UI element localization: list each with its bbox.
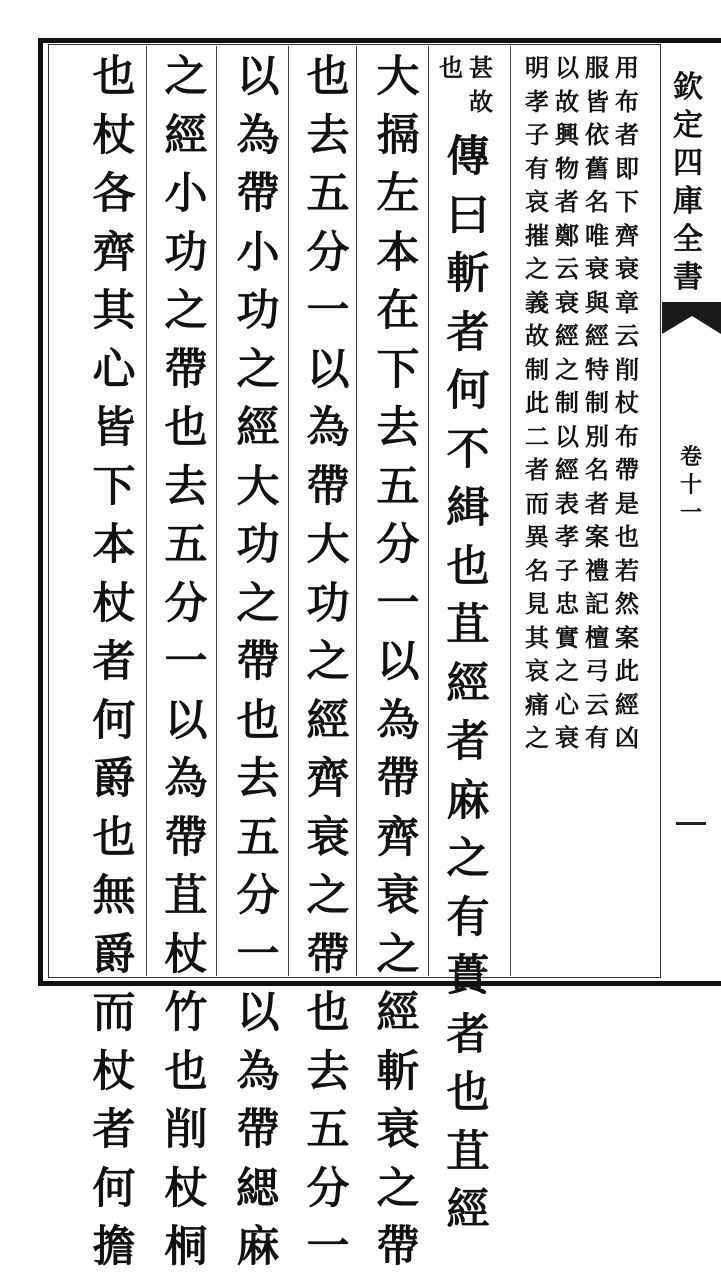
main-char: 帶 [164, 344, 208, 395]
main-char: 其 [92, 286, 136, 336]
annotation-char: 凶 [615, 723, 639, 752]
main-char: 為 [236, 1046, 280, 1097]
main-char: 也 [164, 403, 208, 453]
annotation-column [522, 53, 552, 760]
main-char: 功 [236, 520, 280, 570]
main-char: 帶 [164, 812, 208, 863]
main-char: 者 [446, 717, 490, 767]
main-char: 下 [92, 461, 136, 512]
main-char: 何 [92, 1163, 136, 1214]
main-char: 本 [92, 520, 136, 570]
main-char: 以 [376, 637, 420, 687]
main-char: 一 [306, 286, 350, 336]
main-char: 功 [306, 578, 350, 629]
main-char: 斬 [446, 249, 490, 299]
main-char: 緦 [236, 1163, 280, 1214]
volume-char: 一 [679, 500, 702, 526]
main-char: 各 [92, 169, 136, 219]
main-text-column [230, 52, 286, 1285]
annotation-char: 有 [585, 723, 609, 752]
main-char: 小 [236, 227, 280, 278]
main-char: 斬 [376, 1046, 420, 1097]
annotation-char: 云 [555, 254, 579, 283]
main-char: 也 [92, 52, 136, 102]
annotation-column [552, 53, 582, 760]
annotation-char: 者 [585, 488, 609, 518]
annotation-char: 名 [585, 187, 609, 216]
main-char: 經 [446, 1185, 490, 1235]
main-char: 經 [236, 403, 280, 453]
main-char: 分 [376, 520, 420, 570]
annotation-char: 表 [555, 488, 579, 518]
main-char: 經 [446, 658, 490, 709]
annotation-char: 哀 [525, 187, 549, 216]
main-char: 不 [446, 424, 490, 475]
main-char: 杖 [164, 929, 208, 980]
annotation-char: 以 [555, 53, 579, 82]
main-char: 有 [446, 892, 490, 943]
annotation-char: 然 [615, 589, 639, 618]
main-char: 無 [92, 871, 136, 921]
annotation-char: 布 [615, 421, 639, 451]
main-char: 五 [306, 1105, 350, 1155]
main-char: 杖 [92, 110, 136, 161]
main-char: 五 [164, 520, 208, 570]
title-char: 四 [673, 146, 703, 181]
main-char: 以 [306, 344, 350, 395]
main-char: 帶 [376, 1222, 420, 1272]
main-char: 以 [236, 52, 280, 102]
annotation-char: 以 [555, 421, 579, 451]
annotation-char: 經 [555, 321, 579, 350]
annotation-char: 衰 [555, 723, 579, 752]
main-char: 何 [446, 366, 490, 416]
title-char: 庫 [673, 184, 703, 219]
main-char: 擔 [92, 1222, 136, 1272]
main-char: 也 [92, 812, 136, 863]
main-char: 之 [164, 52, 208, 102]
annotation-char: 者 [615, 120, 639, 149]
fishtail-mark [662, 302, 721, 334]
main-char: 也 [306, 52, 350, 102]
main-char: 苴 [164, 871, 208, 921]
main-char: 五 [306, 169, 350, 219]
main-char: 杖 [92, 1046, 136, 1097]
main-char: 帶 [236, 169, 280, 219]
volume-label [678, 440, 704, 524]
annotation-char: 衰 [585, 254, 609, 283]
main-char: 以 [164, 695, 208, 746]
main-char: 蕢 [446, 951, 490, 1001]
annotation-char: 摧 [525, 220, 549, 250]
main-text-column [440, 132, 496, 1248]
main-char: 苴 [446, 600, 490, 650]
annotation-char: 齊 [615, 220, 639, 250]
title-char: 全 [673, 222, 703, 257]
annotation-char: 皆 [585, 86, 609, 116]
main-char: 去 [236, 754, 280, 804]
main-char: 本 [376, 227, 420, 278]
main-char: 桐 [164, 1222, 208, 1272]
annotation-char: 服 [585, 53, 609, 82]
annotation-column [436, 53, 466, 90]
main-char: 者 [446, 307, 490, 358]
main-char: 經 [164, 110, 208, 161]
main-char: 之 [164, 286, 208, 336]
main-char: 功 [164, 227, 208, 278]
annotation-char: 依 [585, 120, 609, 149]
annotation-char: 者 [525, 455, 549, 484]
title-char: 欽 [673, 70, 703, 105]
main-char: 也 [446, 1068, 490, 1118]
main-char: 分 [164, 578, 208, 629]
annotation-char: 其 [525, 622, 549, 652]
annotation-char: 記 [585, 589, 609, 618]
annotation-char: 也 [615, 522, 639, 551]
annotation-char: 經 [585, 321, 609, 350]
annotation-char: 子 [525, 120, 549, 149]
main-char: 帶 [306, 461, 350, 512]
main-char: 一 [236, 929, 280, 980]
annotation-char: 之 [555, 354, 579, 384]
main-char: 去 [306, 110, 350, 161]
main-char: 緝 [446, 483, 490, 533]
annotation-char: 云 [585, 689, 609, 719]
main-char: 齊 [306, 754, 350, 804]
annotation-char: 鄭 [555, 220, 579, 250]
annotation-char: 唯 [585, 220, 609, 250]
annotation-char: 心 [555, 689, 579, 719]
main-char: 下 [376, 344, 420, 395]
annotation-char: 舊 [585, 153, 609, 183]
main-char: 經 [306, 695, 350, 746]
annotation-char: 物 [555, 153, 579, 183]
annotation-char: 若 [615, 555, 639, 585]
main-char: 麻 [236, 1222, 280, 1272]
main-char: 也 [306, 988, 350, 1038]
annotation-char: 章 [615, 287, 639, 317]
annotation-char: 即 [615, 153, 639, 183]
annotation-char: 甚 [469, 53, 493, 82]
annotation-char: 也 [439, 53, 463, 82]
annotation-char: 削 [615, 354, 639, 384]
main-char: 去 [164, 461, 208, 512]
annotation-char: 明 [525, 53, 549, 82]
annotation-char: 與 [585, 287, 609, 317]
main-char: 在 [376, 286, 420, 336]
main-char: 五 [236, 812, 280, 863]
main-char: 大 [376, 52, 420, 102]
main-char: 之 [306, 637, 350, 687]
main-char: 功 [236, 286, 280, 336]
annotation-char: 名 [585, 455, 609, 484]
main-char: 竹 [164, 988, 208, 1038]
main-char: 一 [164, 637, 208, 687]
annotation-char: 孝 [555, 522, 579, 551]
annotation-char: 實 [555, 622, 579, 652]
main-char: 帶 [236, 637, 280, 687]
annotation-char: 故 [525, 321, 549, 350]
main-char: 為 [376, 695, 420, 746]
annotation-char: 經 [615, 689, 639, 719]
main-char: 齊 [92, 227, 136, 278]
annotation-char: 此 [525, 388, 549, 417]
annotation-char: 興 [555, 120, 579, 149]
annotation-char: 案 [615, 622, 639, 652]
volume-char: 十 [679, 472, 702, 498]
main-char: 而 [92, 988, 136, 1038]
annotation-char: 忠 [555, 589, 579, 618]
main-char: 削 [164, 1105, 208, 1155]
annotation-char: 弓 [585, 656, 609, 685]
main-char: 之 [376, 1163, 420, 1214]
main-char: 之 [236, 344, 280, 395]
annotation-char: 見 [525, 589, 549, 618]
annotation-column [612, 53, 642, 760]
main-char: 分 [306, 1163, 350, 1214]
annotation-char: 下 [615, 187, 639, 216]
main-char: 衰 [306, 812, 350, 863]
main-char: 之 [306, 871, 350, 921]
main-text-column [86, 52, 142, 1285]
main-char: 為 [306, 403, 350, 453]
annotation-char: 之 [525, 254, 549, 283]
main-text-column [158, 52, 214, 1285]
annotation-char: 哀 [525, 656, 549, 685]
main-char: 經 [376, 988, 420, 1038]
annotation-char: 衰 [555, 287, 579, 317]
main-char: 左 [376, 169, 420, 219]
annotation-char: 杖 [615, 388, 639, 417]
column-rule [146, 46, 147, 976]
annotation-char: 特 [585, 354, 609, 384]
annotation-char: 制 [585, 388, 609, 417]
column-rule [216, 46, 217, 976]
main-char: 者 [446, 1009, 490, 1060]
annotation-char: 此 [615, 656, 639, 685]
main-char: 帶 [236, 1105, 280, 1155]
main-char: 之 [446, 834, 490, 884]
main-char: 者 [92, 1105, 136, 1155]
main-char: 苴 [446, 1126, 490, 1177]
annotation-char: 名 [525, 555, 549, 585]
annotation-char: 異 [525, 522, 549, 551]
volume-char: 卷 [679, 444, 702, 470]
annotation-char: 制 [525, 354, 549, 384]
title-char: 定 [673, 108, 703, 143]
main-char: 也 [236, 695, 280, 746]
annotation-char: 者 [555, 187, 579, 216]
annotation-char: 云 [615, 321, 639, 350]
main-char: 爵 [92, 929, 136, 980]
main-char: 去 [376, 403, 420, 453]
annotation-char: 帶 [615, 455, 639, 484]
main-char: 一 [306, 1222, 350, 1272]
main-char: 為 [236, 110, 280, 161]
main-text-column [300, 52, 356, 1285]
main-char: 小 [164, 169, 208, 219]
annotation-char: 故 [469, 86, 493, 116]
main-char: 衰 [376, 1105, 420, 1155]
annotation-column [466, 53, 496, 123]
main-char: 衰 [376, 871, 420, 921]
annotation-char: 孝 [525, 86, 549, 116]
annotation-char: 二 [525, 421, 549, 451]
main-char: 麻 [446, 775, 490, 826]
main-char: 傳 [446, 132, 490, 182]
main-char: 杖 [164, 1163, 208, 1214]
main-char: 齊 [376, 812, 420, 863]
annotation-char: 別 [585, 421, 609, 451]
book-title [671, 62, 705, 295]
annotation-char: 而 [525, 488, 549, 518]
annotation-char: 案 [585, 522, 609, 551]
main-char: 也 [164, 1046, 208, 1097]
main-char: 心 [92, 344, 136, 395]
annotation-char: 之 [555, 656, 579, 685]
annotation-char: 衰 [615, 254, 639, 283]
annotation-char: 故 [555, 86, 579, 116]
annotation-char: 用 [615, 53, 639, 82]
main-char: 分 [236, 871, 280, 921]
main-char: 一 [376, 578, 420, 629]
main-char: 帶 [376, 754, 420, 804]
column-rule [428, 46, 429, 976]
annotation-column [582, 53, 612, 760]
main-char: 去 [306, 1046, 350, 1097]
main-char: 杖 [92, 578, 136, 629]
main-char: 者 [92, 637, 136, 687]
main-char: 曰 [446, 190, 490, 241]
annotation-char: 之 [525, 723, 549, 752]
annotation-char: 經 [555, 455, 579, 484]
annotation-char: 有 [525, 153, 549, 183]
annotation-char: 子 [555, 555, 579, 585]
page-number-mark [676, 822, 706, 825]
main-char: 搹 [376, 110, 420, 161]
main-text-column [370, 52, 426, 1285]
main-char: 何 [92, 695, 136, 746]
annotation-char: 檀 [585, 622, 609, 652]
main-char: 五 [376, 461, 420, 512]
title-char: 書 [673, 260, 703, 295]
annotation-char: 禮 [585, 555, 609, 585]
column-rule [510, 46, 511, 976]
main-char: 大 [236, 461, 280, 512]
annotation-char: 制 [555, 388, 579, 417]
main-char: 為 [164, 754, 208, 804]
main-char: 之 [236, 578, 280, 629]
main-char: 帶 [306, 929, 350, 980]
main-char: 分 [306, 227, 350, 278]
main-char: 也 [446, 541, 490, 592]
annotation-char: 布 [615, 86, 639, 116]
main-char: 之 [376, 929, 420, 980]
column-rule [356, 46, 357, 976]
main-char: 爵 [92, 754, 136, 804]
column-rule [288, 46, 289, 976]
main-char: 皆 [92, 403, 136, 453]
main-char: 以 [236, 988, 280, 1038]
annotation-char: 是 [615, 488, 639, 518]
annotation-char: 義 [525, 287, 549, 317]
main-char: 大 [306, 520, 350, 570]
annotation-char: 痛 [525, 689, 549, 719]
